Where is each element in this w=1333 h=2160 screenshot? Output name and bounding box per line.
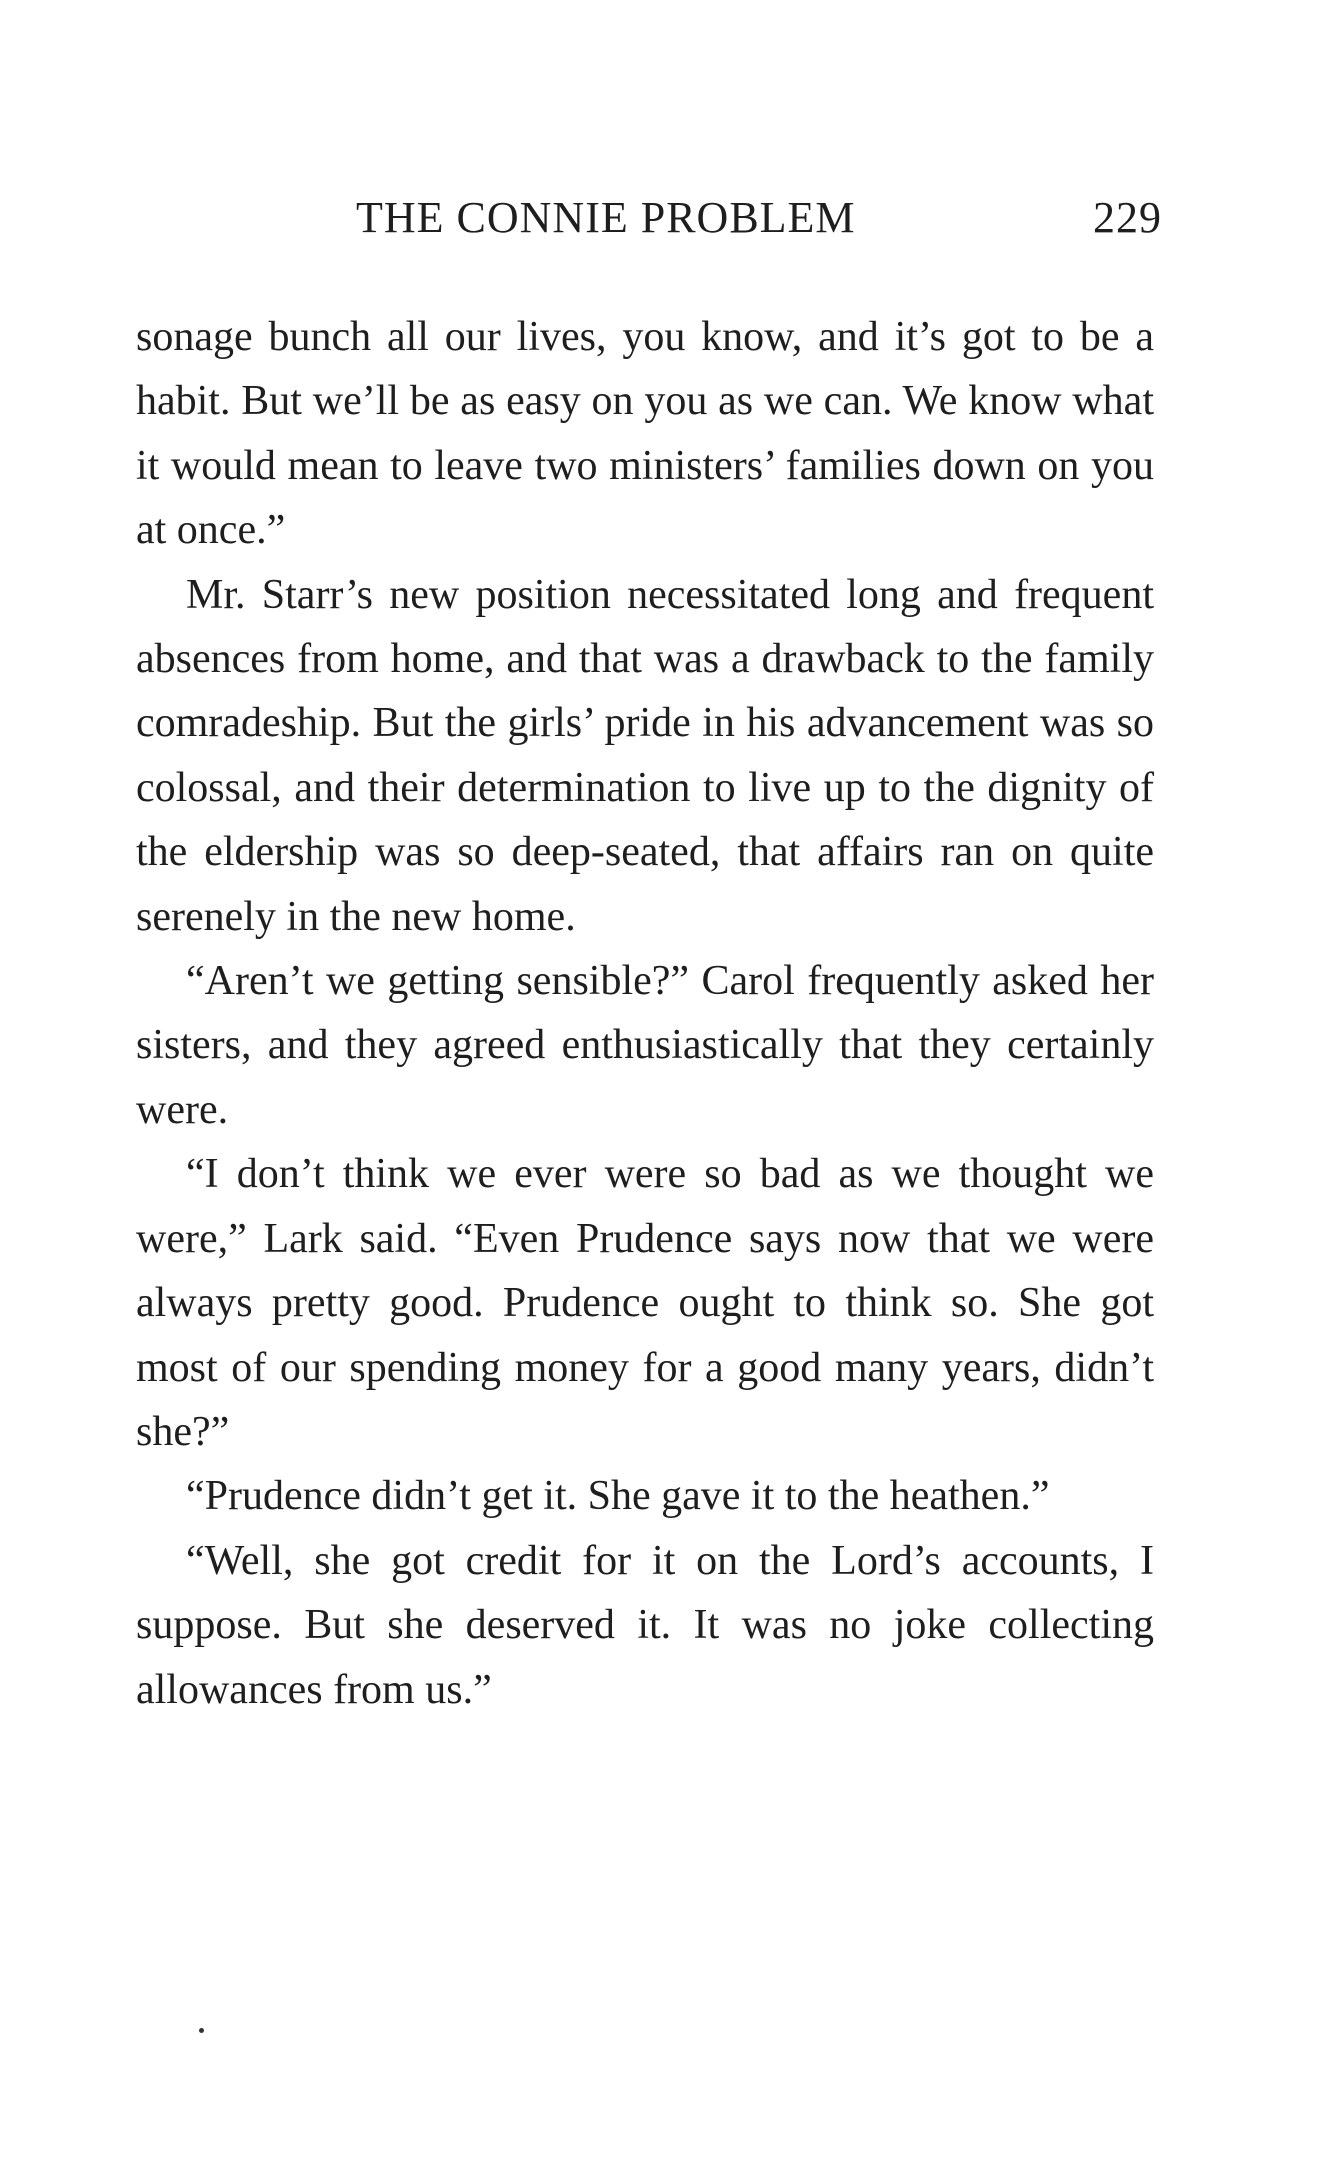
print-speck: [199, 2028, 204, 2033]
body-text: [136, 305, 1154, 1722]
paragraph: “Aren’t we getting sensible?” Carol frequently asked her sisters, and they agreed enthusiastically that they certainly were.: [136, 958, 1154, 1133]
paragraph: “Well, she got credit for it on the Lord’s accounts, I suppose. But she deserved it. It was no joke collecting allowances from us.”: [136, 1537, 1154, 1713]
running-head: [136, 192, 1162, 252]
paragraph-continuation: sonage bunch all our lives, you know, and it’s got to be a habit. But we’ll be as easy on you as we can. We know what it would mean to leave two ministers’ families down on you at once.”: [136, 314, 1154, 554]
running-title: THE CONNIE PROBLEM: [356, 193, 856, 242]
paragraph: “Prudence didn’t get it. She gave it to the heathen.”: [186, 1473, 1050, 1520]
paragraph: Mr. Starr’s new position necessitated long and frequent absences from home, and that was a drawback to the family comradeship. But the girls’ pride in his advancement was so colossal, and their determination to live up to the dignity of the eldership was so deep-seated, that affairs ran on quite serenely in the new home.: [136, 571, 1154, 940]
page-number: 229: [1093, 193, 1162, 242]
paragraph: “I don’t think we ever were so bad as we thought we were,” Lark said. “Even Prudence says now that we were always pretty good. Prudence ought to think so. She got most of our spending money for a good many years, didn’t she?”: [136, 1151, 1154, 1455]
